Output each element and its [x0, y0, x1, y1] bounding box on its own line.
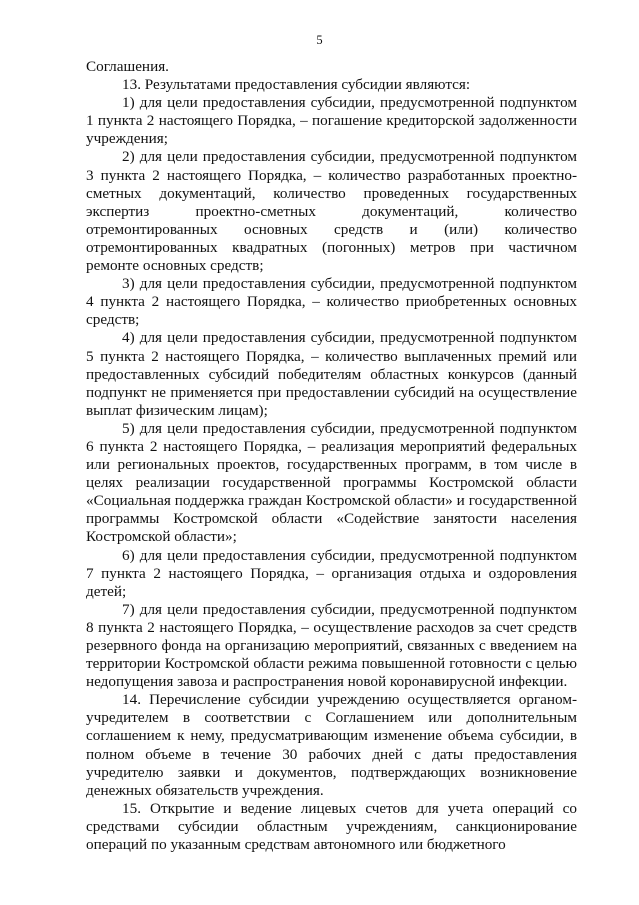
paragraph-13: 13. Результатами предоставления субсидии являются: — [122, 76, 471, 94]
page-number: 5 — [316, 33, 323, 47]
document-body — [86, 58, 577, 854]
paragraph-13-item-7: 7) для цели предоставления субсидии, предусмотренной подпунктом 8 пункта 2 настоящего Порядка, – осуществление расходов за счет средств резервного фонда на организацию мероприятий, связанных с введением на территории Костромской области режима повышенной готовности с целью недопущения завоза и распространения новой коронавирусной инфекции. — [86, 600, 577, 691]
paragraph-13-item-6: 6) для цели предоставления субсидии, предусмотренной подпунктом 7 пункта 2 настоящего Порядка, – организация отдыха и оздоровления детей; — [86, 546, 577, 600]
paragraph-13-item-4: 4) для цели предоставления субсидии, предусмотренной подпунктом 5 пункта 2 настоящего Порядка, – количество выплаченных премий или предоставленных субсидий победителям областных конкурсов (данный подпункт не применяется при предоставлении субсидий на осуществление выплат физическим лицам); — [86, 329, 577, 419]
paragraph-continuation: Соглашения. — [86, 58, 169, 75]
paragraph-15: 15. Открытие и ведение лицевых счетов для учета операций со средствами субсидии областным учреждениям, санкционирование операций по указанным средствам автономного или бюджетного — [86, 799, 577, 854]
paragraph-13-item-2: 2) для цели предоставления субсидии, предусмотренной подпунктом 3 пункта 2 настоящего Порядка, – количество разработанных проектно-сметных документаций, количество проведенных государственных экспертиз проектно-сметных документаций, количество отремонтированных основных средств и (или) количество отремонтированных квадратных (погонных) метров при частичном ремонте основных средств; — [86, 148, 577, 275]
paragraph-13-item-1: 1) для цели предоставления субсидии, предусмотренной подпунктом 1 пункта 2 настоящего Порядка, – погашение кредиторской задолженности учреждения; — [86, 94, 577, 148]
paragraph-13-item-3: 3) для цели предоставления субсидии, предусмотренной подпунктом 4 пункта 2 настоящего Порядка, – количество приобретенных основных средств; — [86, 275, 577, 329]
paragraph-13-item-5: 5) для цели предоставления субсидии, предусмотренной подпунктом 6 пункта 2 настоящего Порядка, – реализация мероприятий федеральных или региональных проектов, государственных программ, в том числе в целях реализации государственной программы Костромской области «Социальная поддержка граждан Костромской области» и государственной программы Костромской области «Содействие занятости населения Костромской области»; — [86, 419, 577, 546]
paragraph-14: 14. Перечисление субсидии учреждению осуществляется органом-учредителем в соответствии с Соглашением или дополнительным соглашением к нему, предусматривающим изменение объема субсидии, в полном объеме в течение 30 рабочих дней с даты предоставления учредителю заявки и документов, подтверждающих возникновение денежных обязательств учреждения. — [86, 691, 577, 799]
